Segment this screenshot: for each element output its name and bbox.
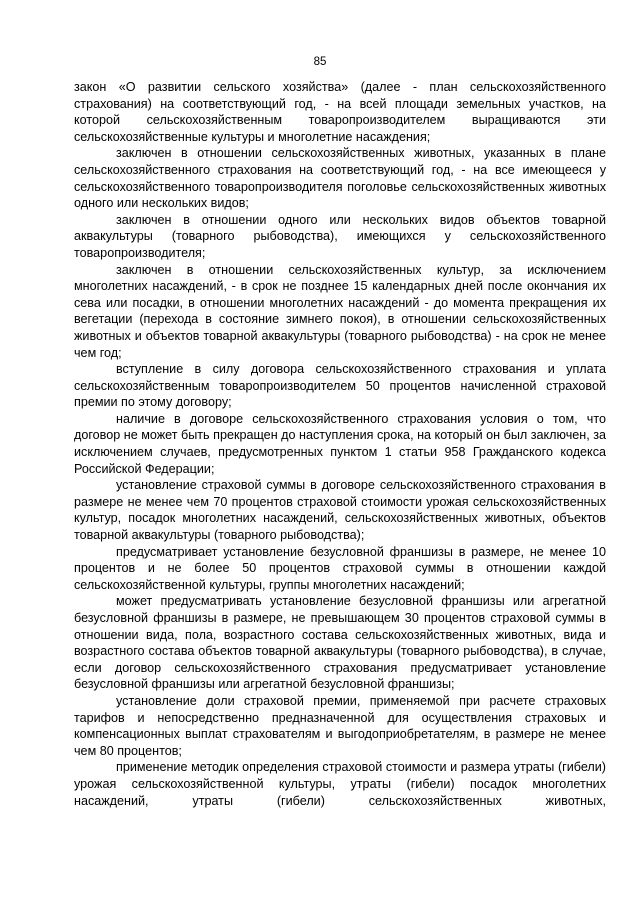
paragraph-aggregate-franchise: может предусматривать установление безусловной франшизы или агрегатной безусловной франшизы в размере, не превышающем 30 процентов страховой суммы в отношении вида, пола, возрастного состава сельскохозяйственных животных, вида и возрастного состава объектов товарной аквакультуры (товарного рыбоводства), в случае, если договор сельскохозяйственного страхования предусматривает установление безусловной франшизы или агрегатной безусловной франшизы; xyxy=(74,594,606,692)
page-number: 85 xyxy=(313,56,327,68)
paragraph-contract-term: заключен в отношении сельскохозяйственных культур, за исключением многолетних насаждений, - в срок не позднее 15 календарных дней после окончания их сева или посадки, в отношении многолетних насаждений - до момента прекращения их вегетации (перехода в состояние зимнего покоя), в отношении сельскохозяйственных животных и объектов товарной аквакультуры (товарного рыбоводства) - на срок не менее чем год; xyxy=(74,262,606,360)
paragraph-sum-insured: установление страховой суммы в договоре сельскохозяйственного страхования в размере не менее чем 70 процентов страховой стоимости урожая сельскохозяйственных культур, посадок многолетних насаждений, сельскохозяйственных животных, объектов товарной аквакультуры (товарного рыбоводства); xyxy=(74,478,606,543)
paragraph-unconditional-franchise: предусматривает установление безусловной франшизы в размере, не менее 10 процентов и не более 50 процентов страховой суммы в отношении каждой сельскохозяйственной культуры, группы многолетних насаждений; xyxy=(74,544,606,592)
paragraph-livestock: заключен в отношении сельскохозяйственных животных, указанных в плане сельскохозяйственного страхования на соответствующий год, - на все имеющееся у сельскохозяйственного товаропроизводителя поголовье сельскохозяйственных животных одного или нескольких видов; xyxy=(74,146,606,211)
paragraph-methodology: применение методик определения страховой стоимости и размера утраты (гибели) урожая сельскохозяйственной культуры, утраты (гибели) посадок многолетних насаждений, утраты (гибели) сельскохозяйственных животных, xyxy=(74,760,606,808)
document-body xyxy=(74,79,606,809)
paragraph-premium-share: установление доли страховой премии, применяемой при расчете страховых тарифов и непосредственно предназначенной для осуществления страховых и компенсационных выплат страхователям и выгодоприобретателям, в размере не менее чем 80 процентов; xyxy=(74,693,606,758)
paragraph-premium-payment: вступление в силу договора сельскохозяйственного страхования и уплата сельскохозяйственным товаропроизводителем 50 процентов начисленной страховой премии по этому договору; xyxy=(74,362,606,410)
paragraph-aquaculture: заключен в отношении одного или нескольких видов объектов товарной аквакультуры (товарного рыбоводства), имеющихся у сельскохозяйственного товаропроизводителя; xyxy=(74,212,606,260)
paragraph-continued: закон «О развитии сельского хозяйства» (далее - план сельскохозяйственного страхования) на соответствующий год, - на всей площади земельных участков, на которой сельскохозяйственным товаропроизводителем выращиваются эти сельскохозяйственные культуры и многолетние насаждения; xyxy=(74,80,606,144)
paragraph-termination-condition: наличие в договоре сельскохозяйственного страхования условия о том, что договор не может быть прекращен до наступления срока, на который он был заключен, за исключением случаев, предусмотренных пунктом 1 статьи 958 Гражданского кодекса Российской Федерации; xyxy=(74,411,606,476)
